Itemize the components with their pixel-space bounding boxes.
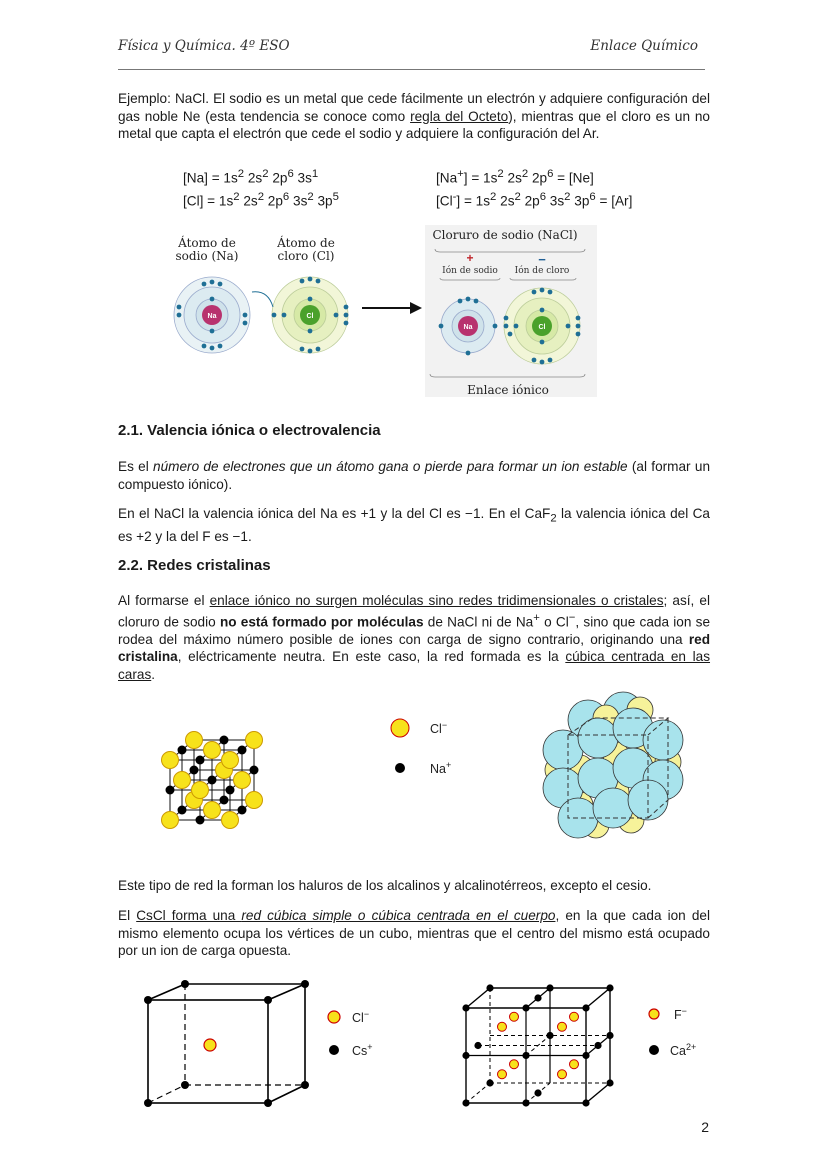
svg-text:Na: Na xyxy=(463,324,473,331)
svg-text:Na: Na xyxy=(207,313,217,320)
svg-text:F−: F− xyxy=(674,1006,687,1022)
section-2-2-title: 2.2. Redes cristalinas xyxy=(118,557,271,574)
svg-text:Cl: Cl xyxy=(306,313,314,320)
sec22-paragraph-1: Al formarse el enlace iónico no surgen moléculas sino redes tridimensionales o cristales; así, el cloruro de sodio no está formado por moléculas de NaCl ni de Na+ o Cl−, sino que cada ion se rodea del máximo número posible de iones con carga de signo contrario, originando una red cristalina, eléctricamente neutra. En este caso, la red formada es la cúbica centrada en las caras. xyxy=(118,593,711,682)
bond-label: Enlace iónico xyxy=(467,383,549,397)
cl-atom-label-1: Átomo de xyxy=(277,236,335,250)
legend-na-label: Na+ xyxy=(430,760,452,776)
cl-atom-label-2: cloro (Cl) xyxy=(277,249,335,263)
na-atom xyxy=(174,277,250,353)
minus-sign: − xyxy=(538,252,546,267)
svg-text:Cl: Cl xyxy=(538,324,546,331)
packed-spheres-diagram xyxy=(538,700,688,840)
sec21-paragraph-1: Es el número de electrones que un átomo gana o pierde para formar un ion estable (al formar un compuesto iónico). xyxy=(118,459,711,492)
header-right: Enlace Químico xyxy=(590,38,698,54)
ground-config: $[Na] = 1s^2$ $2s^2$ $2p^6$ $3s^1$ $[Cl] = 1s^2$ $2s^2$ $2p^6$ $3s^2$ $3p^5$ xyxy=(183,168,339,209)
cscl-legend xyxy=(326,1007,396,1062)
nacl-legend xyxy=(388,716,468,786)
sec21-paragraph-2: En el NaCl la valencia iónica del Na es +1 y la del Cl es −1. En el CaF$_2$ la valencia iónica del Ca es +2 y la del F es −1. xyxy=(118,506,710,545)
svg-text:Cl−: Cl− xyxy=(352,1009,370,1025)
na-atom-label-1: Átomo de xyxy=(178,236,236,250)
svg-text:Cs+: Cs+ xyxy=(352,1042,373,1058)
na-ion xyxy=(441,299,495,353)
sec22-paragraph-3: El CsCl forma una red cúbica simple o cúbica centrada en el cuerpo, en la que cada ion del mismo elemento ocupa los vértices de un cubo, mientras que el centro del mismo está ocupado por un ion de carga opuesta. xyxy=(118,908,710,958)
link-regla-octeto[interactable]: regla del Octeto xyxy=(410,108,509,124)
compound-label: Cloruro de sodio (NaCl) xyxy=(432,228,578,242)
legend-cl-label: Cl− xyxy=(430,720,448,736)
caf2-legend xyxy=(646,1007,716,1062)
header-left: Física y Química. 4º ESO xyxy=(118,38,290,54)
sec22-paragraph-2: Este tipo de red la forman los haluros de los alcalinos y alcalinotérreos, excepto el cesio. xyxy=(118,878,652,893)
na-ion-label: Ión de sodio xyxy=(442,266,498,276)
section-2-1-title: 2.1. Valencia iónica o electrovalencia xyxy=(118,422,381,439)
plus-sign: + xyxy=(466,251,474,265)
intro-paragraph: Ejemplo: NaCl. El sodio es un metal que cede fácilmente un electrón y adquiere configuración del gas noble Ne (esta tendencia se conoce como regla del Octeto), mientras que el cloro es un no metal que capta el electrón que cede el sodio y adquiere la configuración del Ar. xyxy=(118,91,710,141)
page-number: 2 xyxy=(701,1119,709,1135)
cscl-cube-diagram xyxy=(140,980,320,1110)
cl-ion-label: Ión de cloro xyxy=(514,266,570,276)
header-rule xyxy=(118,69,705,70)
ion-config: $[Na^+] = 1s^2$ $2s^2$ $2p^6 = [Ne]$ $[Cl^-] = 1s^2$ $2s^2$ $2p^6$ $3s^2$ $3p^6 = [Ar]$ xyxy=(436,168,633,209)
nacl-lattice-diagram xyxy=(160,695,310,835)
caf2-lattice-diagram xyxy=(458,980,618,1110)
svg-text:Ca2+: $Ca^{2+}$ xyxy=(670,1042,697,1058)
na-atom-label-2: sodio (Na) xyxy=(175,249,239,263)
ionic-bond-diagram xyxy=(170,222,600,402)
